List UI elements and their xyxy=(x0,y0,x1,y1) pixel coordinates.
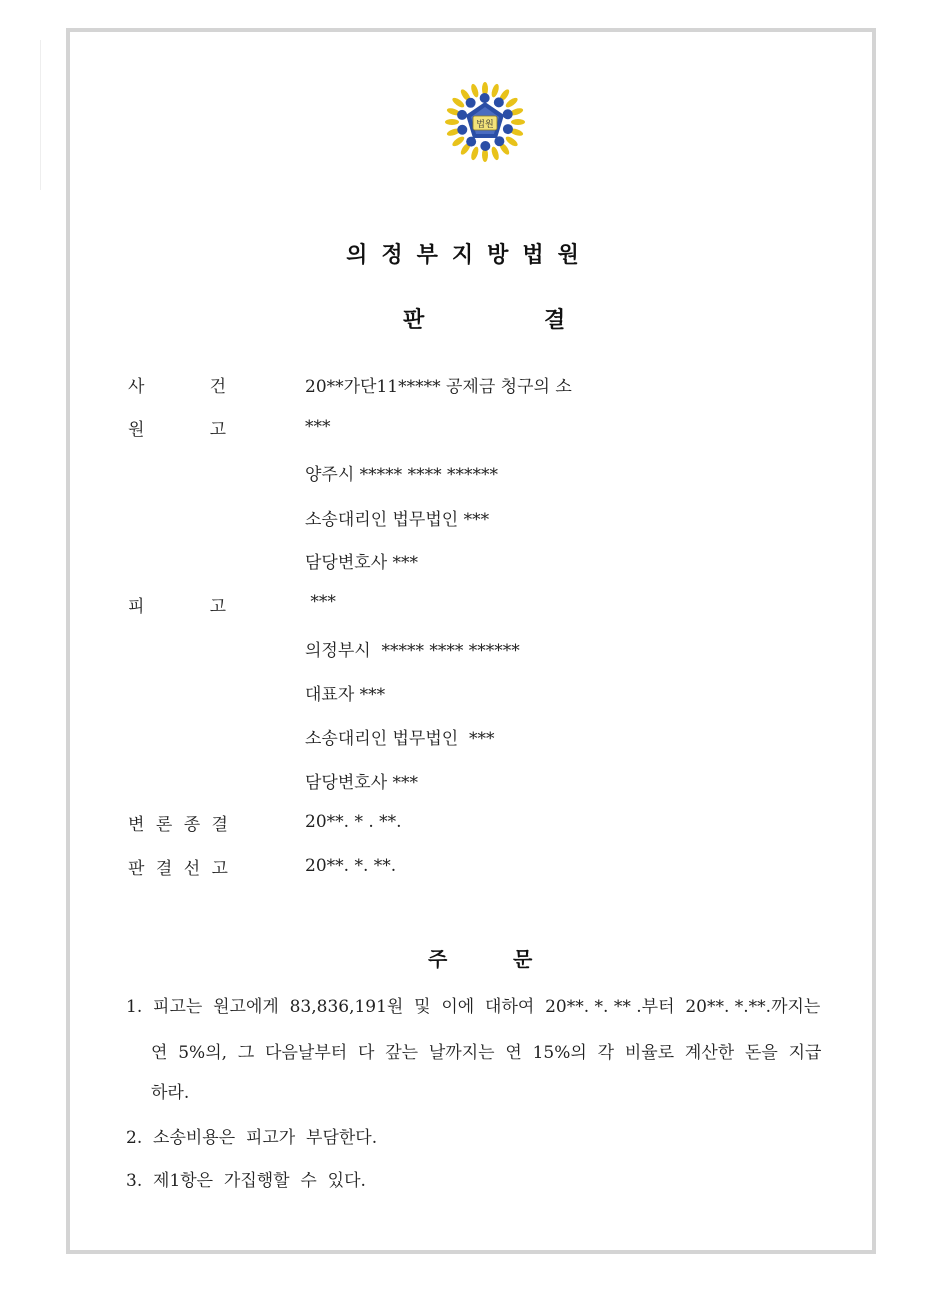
order-item-3: 3. 제1항은 가집행할 수 있다. xyxy=(126,1171,366,1191)
seal-bead xyxy=(466,98,476,108)
defendant-address: 의정부시 ***** **** ****** xyxy=(305,641,520,661)
seal-petal xyxy=(504,135,519,148)
plaintiff-name: *** xyxy=(305,417,331,437)
seal-bead xyxy=(480,93,490,103)
plaintiff-representative: 소송대리인 법무법인 *** xyxy=(305,510,490,530)
scan-artifact xyxy=(40,40,41,190)
label-judgment-date: 판 결 선 고 xyxy=(128,859,228,879)
seal-bead xyxy=(494,97,504,107)
seal-petal xyxy=(451,135,466,148)
court-seal-icon xyxy=(443,80,527,164)
label-defendant: 피 고 xyxy=(128,597,226,617)
plaintiff-attorney: 담당변호사 *** xyxy=(305,553,419,573)
order-title-right: 문 xyxy=(513,947,533,971)
seal-petal xyxy=(445,119,459,125)
plaintiff-address: 양주시 ***** **** ****** xyxy=(305,465,498,485)
defendant-attorney: 담당변호사 *** xyxy=(305,773,419,793)
order-title-left: 주 xyxy=(428,947,448,971)
order-item-1-line-1: 1. 피고는 원고에게 83,836,191원 및 이에 대하여 20**. *. ** .부터 20**. *.**.까지는 xyxy=(126,997,821,1017)
seal-bead xyxy=(466,137,476,147)
defendant-name: *** xyxy=(305,592,336,612)
seal-bead xyxy=(503,109,513,119)
seal-petal xyxy=(451,96,466,109)
value-hearing-closed: 20**. * . **. xyxy=(305,812,402,832)
value-judgment-date: 20**. *. **. xyxy=(305,856,397,876)
defendant-ceo: 대표자 *** xyxy=(305,685,386,705)
document-title-right: 결 xyxy=(544,308,566,333)
label-plaintiff: 원 고 xyxy=(128,420,226,440)
order-item-2: 2. 소송비용은 피고가 부담한다. xyxy=(126,1128,378,1148)
label-hearing-closed: 변 론 종 결 xyxy=(128,815,228,835)
seal-bead xyxy=(457,125,467,135)
seal-bead xyxy=(480,141,490,151)
court-name: 의정부지방법원 xyxy=(346,243,593,268)
seal-petal xyxy=(470,83,480,98)
document-title-left: 판 xyxy=(403,308,425,333)
label-case: 사 건 xyxy=(128,377,226,397)
seal-petal xyxy=(490,146,500,161)
defendant-representative: 소송대리인 법무법인 *** xyxy=(305,729,495,749)
seal-petal xyxy=(511,119,525,125)
seal-bead xyxy=(503,124,513,134)
seal-petal xyxy=(504,96,519,109)
seal-petal xyxy=(470,146,480,161)
seal-text: 법원 xyxy=(476,120,494,130)
order-item-1-line-3: 하라. xyxy=(151,1083,190,1103)
value-case: 20**가단11***** 공제금 청구의 소 xyxy=(305,377,572,397)
seal-bead xyxy=(457,110,467,120)
seal-petal xyxy=(490,83,500,98)
order-item-1-line-2: 연 5%의, 그 다음날부터 다 갚는 날까지는 연 15%의 각 비율로 계산한 돈을 지급 xyxy=(151,1043,822,1063)
